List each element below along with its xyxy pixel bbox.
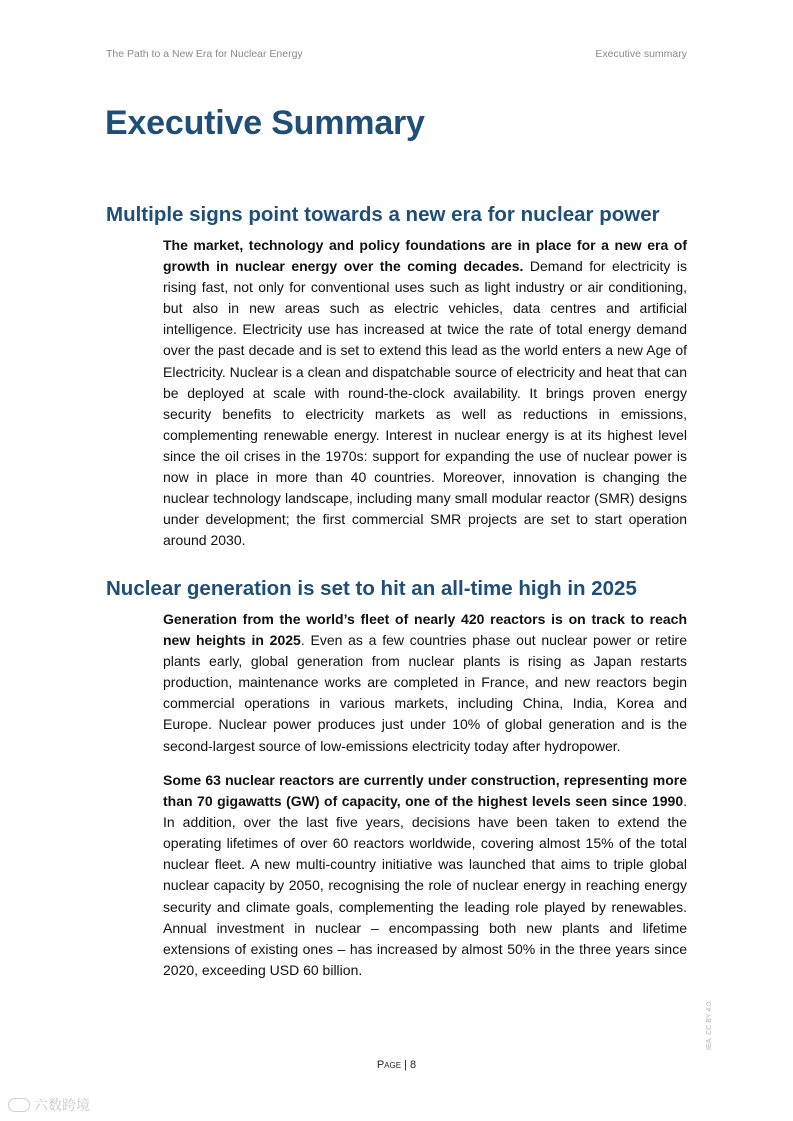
paragraph-lead-bold: Generation from the world’s fleet of nearly 420 reactors is on track to reach new heights in 2025 bbox=[163, 611, 687, 649]
section-heading-new-era: Multiple signs point towards a new era for nuclear power bbox=[106, 203, 660, 226]
paragraph-body: . Even as a few countries phase out nuclear power or retire plants early, global generation from nuclear plants is rising as Japan restarts production, maintenance works are completed in France, and new reactors begin commercial operations in various markets, including China, India, Korea and Europe. Nuclear power produces just under 10% of global generation and is the second-largest source of low-emissions electricity today after hydropower. bbox=[163, 632, 688, 754]
paragraph-under-construction bbox=[163, 770, 687, 981]
watermark-text: 六数跨境 bbox=[34, 1097, 90, 1113]
watermark bbox=[8, 1095, 90, 1115]
page-separator: | bbox=[404, 1059, 407, 1071]
paragraph-lead-bold: The market, technology and policy foundations are in place for a new era of growth in nuclear energy over the coming decades. bbox=[163, 237, 687, 275]
page-number: 8 bbox=[410, 1059, 417, 1071]
paragraph-lead-bold: Some 63 nuclear reactors are currently under construction, representing more than 70 gigawatts (GW) of capacity, one of the highest levels seen since 1990 bbox=[163, 772, 687, 810]
license-note: IEA. CC BY 4.0. bbox=[706, 999, 713, 1050]
running-header-section: Executive summary bbox=[595, 48, 687, 60]
watermark-logo-icon bbox=[8, 1098, 30, 1112]
section-heading-generation-high: Nuclear generation is set to hit an all-time high in 2025 bbox=[106, 577, 637, 600]
paragraph-reactor-fleet bbox=[163, 609, 687, 757]
page-footer bbox=[0, 1059, 793, 1071]
page-label: Page bbox=[376, 1059, 402, 1071]
paragraph-body: . In addition, over the last five years, decisions have been taken to extend the operating lifetimes of over 60 reactors worldwide, covering almost 15% of the total nuclear fleet. A new multi-country initiative was launched that aims to triple global nuclear capacity by 2050, recognising the role of nuclear energy in reaching energy security and climate goals, complementing the leading role played by renewables. Annual investment in nuclear – encompassing both new plants and lifetime extensions of existing ones – has increased by almost 50% in the three years since 2020, exceeding USD 60 billion. bbox=[163, 793, 687, 978]
paragraph-body: Demand for electricity is rising fast, not only for conventional uses such as light industry or air conditioning, but also in new areas such as electric vehicles, data centres and artificial intelligence. Electricity use has increased at twice the rate of total energy demand over the past decade and is set to extend this lead as the world enters a new Age of Electricity. Nuclear is a clean and dispatchable source of electricity and heat that can be deployed at scale with round-the-clock availability. It brings proven energy security benefits to electricity markets as well as reductions in emissions, complementing renewable energy. Interest in nuclear energy is at its highest level since the oil crises in the 1970s: support for expanding the use of nuclear power is now in place in more than 40 countries. Moreover, innovation is changing the nuclear technology landscape, including many small modular reactor (SMR) designs under development; the first commercial SMR projects are set to start operation around 2030. bbox=[163, 258, 687, 549]
paragraph-new-era bbox=[163, 235, 687, 551]
running-header-title: The Path to a New Era for Nuclear Energy bbox=[106, 48, 303, 60]
page-title: Executive Summary bbox=[105, 104, 425, 142]
